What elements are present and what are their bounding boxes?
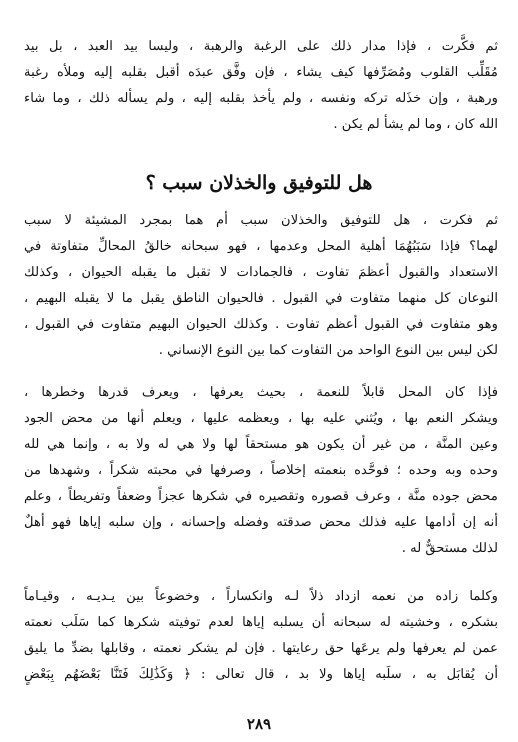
section-heading: هل للتوفيق والخذلان سبب ؟ bbox=[145, 172, 373, 194]
text-line: الاستعداد والقبول أعظمَ تفاوت ، فالجمادات لا تقبل ما يقبله الحيوان ، وكذلك bbox=[24, 265, 498, 280]
page-number: ٢٨٩ bbox=[246, 715, 272, 733]
text-line: وهو متفاوت في القبول أعظم تفاوت . وكذلك الحيوان البهيم متفاوت في القبول ، bbox=[24, 317, 498, 332]
text-line: ثم فكَّرت ، فإذا مدار ذلك على الرغبة والرهبة ، وليسا بيد العبد ، بل بيد bbox=[24, 39, 498, 54]
text-line: لكن ليس بين النوع الواحد من التفاوت كما بين النوع الإنساني . bbox=[158, 343, 498, 358]
text-line: عمن لم يعرفها ولم يرعَها حق رعايتها . فإن لم يشكر نعمته ، وقابلها بضدِّ ما يليق bbox=[24, 641, 498, 656]
text-line: وحده وبه وحده ؛ فوحَّده بنعمته إخلاصاً ، وصرفها في محبته شكراً ، وشهدها من bbox=[24, 463, 498, 478]
text-line: أن يُقابَل به ، سلَبه إياها ولا بد ، قال تعالى : ﴿ وَكَذَٰلِكَ فَتَنَّا بَعْضَهُم بِبَعْضٍ bbox=[24, 667, 498, 682]
text-line: فإذا كان المحل قابلاً للنعمة ، بحيث يعرفها ، ويعرف قدرها وخطرها ، bbox=[24, 385, 498, 400]
text-line: الله كان ، وما لم يشأ لم يكن . bbox=[333, 117, 498, 132]
text-line: لذلك مستحقٌّ له . bbox=[401, 541, 498, 556]
text-line: النوعان كل منهما متفاوت في القبول . فالحيوان الناطق يقبل ما لا يقبله البهيم ، bbox=[24, 291, 498, 306]
text-line: ثم فكرت ، هل للتوفيق والخذلان سبب أم هما بمجرد المشيئة لا سبب bbox=[24, 213, 498, 228]
text-line: ورهبة ، وإن خذَله تركه ونفسه ، ولم يأخذ بقلبه إليه ، ولم يسأله ذلك ، وما شاء bbox=[24, 91, 498, 106]
text-line: وعين المنَّة ، من غير أن يكون هو مستحقاً لها ولا هي له ولا به ، وإنما هي لله bbox=[24, 437, 498, 452]
text-line: محض جوده منَّة ، وعرف قصوره وتقصيره في شكرها عجزاً وضعفاً وتفريطاً ، وعلم bbox=[24, 489, 498, 504]
text-line: وكلما زاده من نعمه ازداد ذلاً لـه وانكساراً ، وخضوعاً بين يـديـه ، وقيـاماً bbox=[24, 589, 498, 604]
text-line: بشكره ، وخشيته له سبحانه أن يسلبه إياها لعدم توفيته شكرها كما سَلَب نعمته bbox=[24, 615, 498, 630]
text-line: مُقَلِّب القلوب ومُصَرِّفها كيف يشاء ، فإن وفَّق عبدَه أقبل بقلبه إليه وملأه رغبة bbox=[24, 65, 498, 80]
text-line: أنه إن أدامها عليه فذلك محض صدقته وفضله وإحسانه ، وإن سلبه إياها فهو أهلٌ bbox=[24, 515, 498, 530]
text-line: لهما؟ فإذا سَبَبُهُمَا أهلية المحل وعدمها ، فهو سبحانه خالقُ المحالِّ متفاوتة في bbox=[24, 239, 498, 254]
text-line: ويشكر النعم بها ، ويُثني عليه بها ، ويعظمه عليها ، ويعلم أنها من محض الجود bbox=[24, 411, 498, 426]
